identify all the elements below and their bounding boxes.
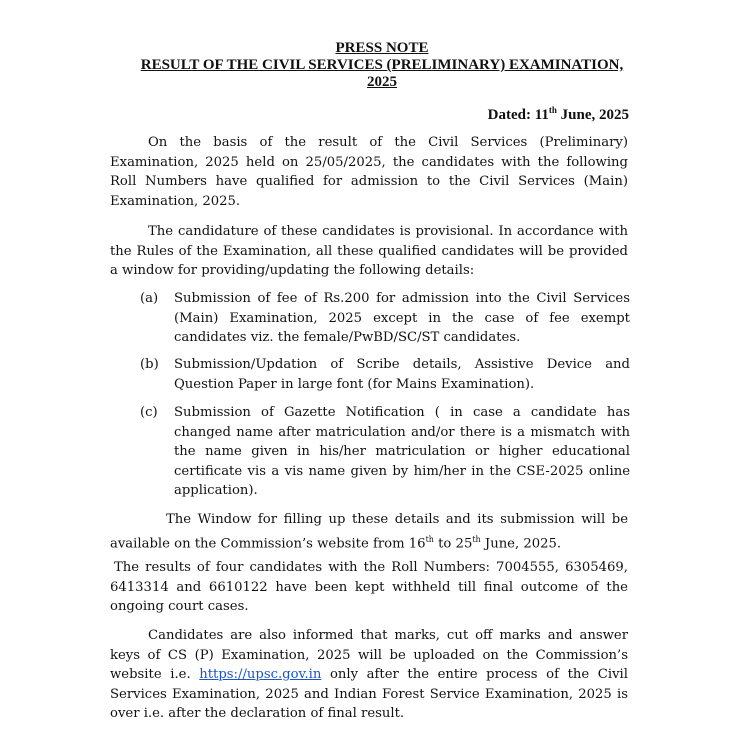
window-text-3: June, 2025.: [480, 535, 562, 551]
heading-year: 2025: [367, 74, 397, 90]
paragraph-withheld: The results of four candidates with the Roll Numbers: 7004555, 6305469, 6413314 and 6610122 have been kept withheld till final outcome of the ongoing court cases.: [110, 560, 628, 614]
list-item: [140, 289, 630, 348]
window-text-1: The Window for filling up these details and its submission will be available on the Commission’s website from 16: [110, 512, 628, 551]
list-item-text: Submission/Updation of Scribe details, Assistive Device and Question Paper in large font (for Mains Examination).: [174, 357, 630, 392]
window-sup-1: th: [425, 534, 434, 544]
window-text-2: to 25: [433, 535, 473, 551]
paragraph-basis: On the basis of the result of the Civil Services (Preliminary) Examination, 2025 held on 25/05/2025, the candidates with the following Roll Numbers have qualified for admission to the Civil Services (Main) Examination, 2025.: [110, 135, 628, 209]
paragraph-window: [110, 510, 628, 553]
paragraph-candidature: The candidature of these candidates is provisional. In accordance with the Rules of the Examination, all these qualified candidates will be provided a window for providing/updating the following details:: [110, 224, 628, 278]
date-month-year: June, 2025: [556, 107, 629, 123]
upsc-website-link[interactable]: https://upsc.gov.in: [199, 667, 322, 682]
marks-text-2: only after the entire process of the Civil Services Examination, 2025 and Indian Forest Service Examination, 2025 is over i.e. after the declaration of final result.: [110, 667, 628, 721]
list-item-label: (b): [140, 357, 159, 372]
paragraph-marks: [110, 626, 628, 724]
list-item: [140, 355, 630, 394]
list-item-label: (a): [140, 291, 159, 306]
window-sup-2: th: [472, 534, 481, 544]
heading-subtitle: RESULT OF THE CIVIL SERVICES (PRELIMINARY) EXAMINATION,: [140, 57, 624, 73]
press-note-heading: [110, 40, 654, 91]
marks-text-1: Candidates are also informed that marks, cut off marks and answer keys of CS (P) Examination, 2025 will be uploaded on the Commission’s website i.e.: [110, 628, 628, 682]
date-suffix-sup: th: [548, 105, 557, 115]
list-item-text: Submission of Gazette Notification ( in case a candidate has changed name after matriculation and/or there is a mismatch with the name given in his/her matriculation or higher educational certificate vis a vis name given by him/her in the CSE-2025 online application).: [174, 405, 630, 498]
list-item-label: (c): [140, 405, 158, 420]
date-prefix: Dated: 11: [487, 107, 549, 123]
list-item-text: Submission of fee of Rs.200 for admission into the Civil Services (Main) Examination, 2025 except in the case of fee exempt candidates viz. the female/PwBD/SC/ST candidates.: [174, 291, 630, 345]
heading-title: PRESS NOTE: [335, 40, 429, 56]
list-item: [140, 403, 630, 501]
date-line: [488, 105, 629, 124]
